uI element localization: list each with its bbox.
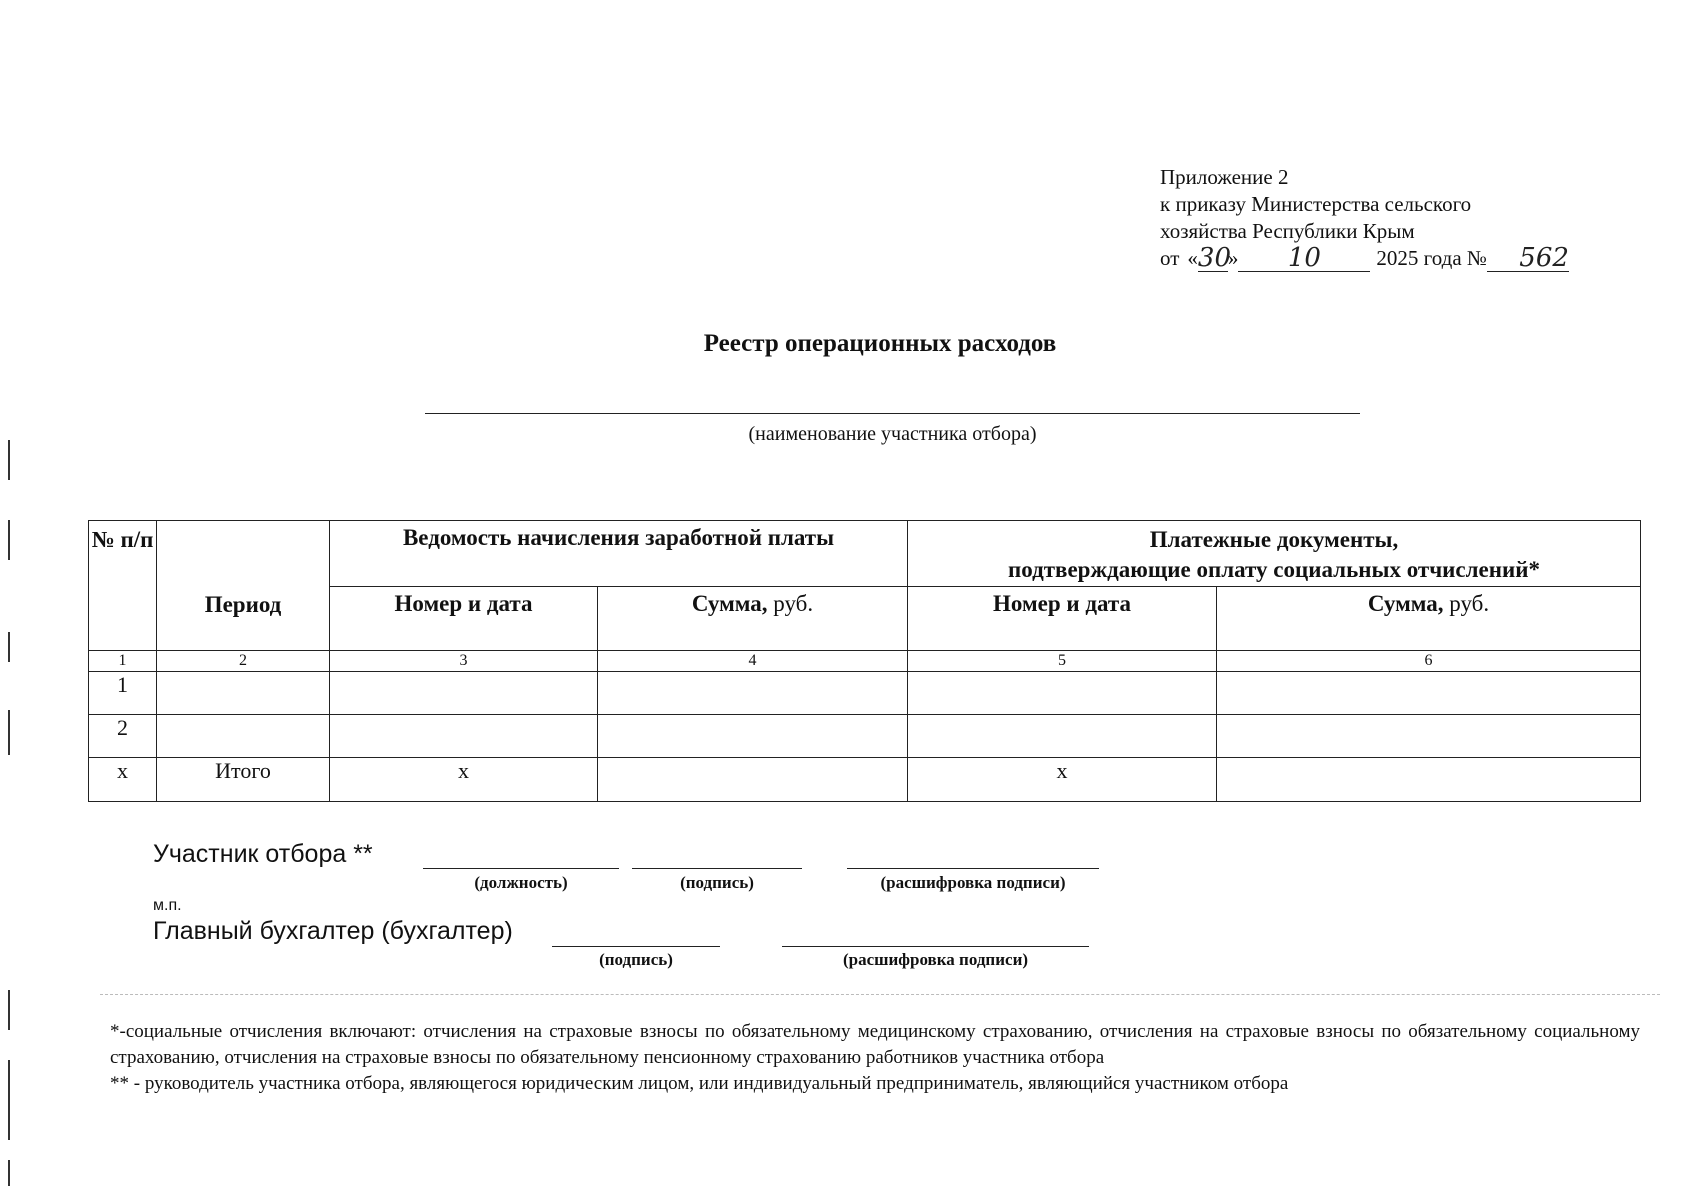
order-number: 562 (1487, 247, 1569, 272)
footnote-1: *-социальные отчисления включают: отчисления на страховые взносы по обязательному медицинскому страхованию, отчисления на страховые взносы по обязательному социальному страхованию, отчисления на страховые взносы по обязательному пенсионному страхованию работников участника отбора (110, 1021, 1640, 1068)
decoding-line-2[interactable] (782, 946, 1089, 947)
colnum-6: 6 (1217, 651, 1641, 672)
row-2-period[interactable] (157, 715, 330, 758)
footnotes (110, 1019, 1640, 1097)
table-row (89, 715, 1641, 758)
row-1-payment-number-date[interactable] (908, 672, 1217, 715)
caption-signature-1: (подпись) (680, 873, 754, 892)
header-period: Период (157, 521, 330, 651)
row-1-sum[interactable] (598, 672, 908, 715)
scan-edge-mark (8, 990, 10, 1030)
participant-name-line (425, 413, 1360, 414)
header-sum-1-bold: Сумма, (691, 591, 768, 616)
colnum-2: 2 (157, 651, 330, 672)
header-payroll-statement: Ведомость начисления заработной платы (330, 521, 908, 587)
position-line[interactable] (423, 868, 619, 869)
appendix-line-2: к приказу Министерства сельского (1160, 192, 1472, 216)
appendix-line-1: Приложение 2 (1160, 165, 1289, 189)
header-sum-1 (598, 587, 908, 651)
total-no: x (89, 758, 157, 802)
total-payment-sum[interactable] (1217, 758, 1641, 802)
footnote-2: ** - руководитель участника отбора, являющегося юридическим лицом, или индивидуальный предприниматель, являющийся участником отбора (110, 1073, 1289, 1094)
from-label: от (1160, 246, 1180, 270)
colnum-3: 3 (330, 651, 598, 672)
row-1-period[interactable] (157, 672, 330, 715)
scan-edge-mark (8, 1060, 10, 1140)
total-sum[interactable] (598, 758, 908, 802)
table-row (89, 672, 1641, 715)
participant-signature-label: Участник отбора ** (153, 840, 373, 868)
total-number-date: x (330, 758, 598, 802)
colnum-5: 5 (908, 651, 1217, 672)
quote-open: « (1187, 246, 1198, 270)
row-1-payment-sum[interactable] (1217, 672, 1641, 715)
total-label: Итого (157, 758, 330, 802)
header-payment-documents-line-1: Платежные документы, (1149, 527, 1399, 552)
header-sum-2-bold: Сумма, (1367, 591, 1444, 616)
header-sum-1-unit: руб. (767, 591, 814, 616)
row-2-no: 2 (89, 715, 157, 758)
total-row (89, 758, 1641, 802)
row-1-number-date[interactable] (330, 672, 598, 715)
row-1-no: 1 (89, 672, 157, 715)
scan-edge-mark (8, 710, 10, 755)
caption-signature-2: (подпись) (599, 950, 673, 969)
year-text: 2025 года № (1376, 246, 1487, 270)
row-2-payment-number-date[interactable] (908, 715, 1217, 758)
month-value: 10 (1238, 247, 1370, 272)
registry-table (88, 520, 1641, 802)
caption-decoding-2: (расшифровка подписи) (842, 950, 1029, 969)
accountant-signature-label: Главный бухгалтер (бухгалтер) (153, 917, 513, 945)
quote-close: » (1227, 246, 1239, 270)
scan-edge-mark (8, 520, 10, 560)
colnum-1: 1 (89, 651, 157, 672)
scan-edge-mark (8, 440, 10, 480)
header-number-date-1: Номер и дата (330, 587, 598, 651)
appendix-line-3: хозяйства Республики Крым (1160, 219, 1415, 243)
scan-edge-mark (8, 1160, 10, 1186)
row-2-sum[interactable] (598, 715, 908, 758)
colnum-4: 4 (598, 651, 908, 672)
column-number-row (89, 651, 1641, 672)
row-2-payment-sum[interactable] (1217, 715, 1641, 758)
header-number-date-2: Номер и дата (908, 587, 1217, 651)
header-payment-documents-line-2: подтверждающие оплату социальных отчислений* (1008, 557, 1540, 582)
total-payment-number-date: x (908, 758, 1217, 802)
stamp-label: м.п. (153, 897, 182, 914)
appendix-block (1160, 164, 1569, 272)
participant-name-caption: (наименование участника отбора) (748, 423, 1037, 445)
separator-line (100, 994, 1660, 995)
header-sum-2 (1217, 587, 1641, 651)
header-payment-documents (908, 521, 1641, 587)
signature-line-2[interactable] (552, 946, 720, 947)
scan-edge-mark (8, 632, 10, 662)
document-title: Реестр операционных расходов (703, 330, 1057, 357)
header-no: № п/п (89, 521, 157, 651)
day-value: 30 (1197, 243, 1231, 273)
caption-position: (должность) (474, 873, 568, 892)
appendix-date-line (1160, 245, 1569, 272)
caption-decoding-1: (расшифровка подписи) (880, 873, 1066, 892)
header-sum-2-unit: руб. (1443, 591, 1490, 616)
row-2-number-date[interactable] (330, 715, 598, 758)
signature-line-1[interactable] (632, 868, 802, 869)
decoding-line-1[interactable] (847, 868, 1099, 869)
